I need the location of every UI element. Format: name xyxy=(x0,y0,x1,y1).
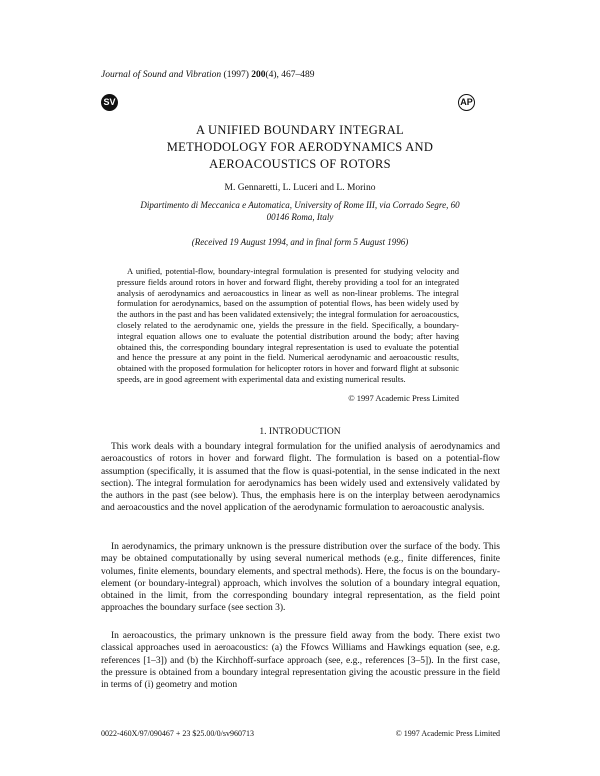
abstract: A unified, potential-flow, boundary-integral formulation is presented for studying velocity and pressure fields around rotors in hover and forward flight, thereby providing a tool for an integrated analysis of aerodynamics and aeroacoustics in linear as well as non-linear problems. The integral formulation for aerodynamics, based on the assumption of potential flows, has been widely used by the authors in the past and has been validated extensively; the integral formulation for aeroacoustics, closely related to the aerodynamic one, yields the pressure in the field. Specifically, a boundary-integral equation allows one to evaluate the potential distribution around the body; after having obtained this, the corresponding boundary integral representation is used to evaluate the potential and hence the pressure at any point in the field. Numerical aerodynamic and aeroacoustic results, obtained with the proposed formulation for helicopter rotors in hover and forward flight at subsonic speeds, are in good agreement with experimental data and existing numerical results. xyxy=(117,266,460,384)
affiliation xyxy=(120,199,480,223)
sv-logo-icon: SV xyxy=(101,94,118,111)
affiliation-line-2: 00146 Roma, Italy xyxy=(266,212,334,222)
footer-copyright: © 1997 Academic Press Limited xyxy=(395,729,500,738)
journal-issue-pages: (4), 467–489 xyxy=(265,70,315,80)
title-line-2: METHODOLOGY FOR AERODYNAMICS AND xyxy=(166,140,434,154)
journal-citation xyxy=(101,70,315,80)
section-heading: 1. INTRODUCTION xyxy=(259,427,341,437)
journal-name: Journal of Sound and Vibration xyxy=(101,70,222,80)
abstract-copyright: © 1997 Academic Press Limited xyxy=(348,393,459,403)
journal-volume: 200 xyxy=(251,70,266,80)
paragraph: In aerodynamics, the primary unknown is the pressure distribution over the surface of the body. This may be obtained computationally by using several numerical methods (e.g., finite differences, finite volumes, finite elements, boundary elements, and spectral methods). Here, the focus is on the boundary-element (or boundary-integral) approach, which involves the solution of a boundary integral equation, obtained in the limit, from the corresponding boundary integral representation, as the field point approaches the boundary surface (see section 3). xyxy=(101,542,500,614)
authors: M. Gennaretti, L. Luceri and L. Morino xyxy=(224,183,376,193)
journal-year: (1997) xyxy=(223,70,249,80)
received-dates: (Received 19 August 1994, and in final form 5 August 1996) xyxy=(191,237,409,247)
affiliation-line-1: Dipartimento di Meccanica e Automatica, University of Rome III, via Corrado Segre, 60 xyxy=(140,200,460,210)
ap-logo-icon: AP xyxy=(458,94,475,111)
title-line-3: AEROACOUSTICS OF ROTORS xyxy=(209,157,391,171)
paragraph: This work deals with a boundary integral formulation for the unified analysis of aerodynamics and aeroacoustics of rotors in hover and forward flight. The formulation is based on a potential-flow assumption (specifically, it is assumed that the flow is quasi-potential, in the sense indicated in the next section). The integral formulation for aerodynamics has been widely used and extensively validated by the authors in the past (see below). Thus, the emphasis here is on the interplay between aerodynamics and aeroacoustics and the novel application of the aerodynamic formulation to aeroacoustic analysis. xyxy=(101,442,500,514)
paragraph: In aeroacoustics, the primary unknown is the pressure field away from the body. There exist two classical approaches used in aeroacoustics: (a) the Ffowcs Williams and Hawkings equation (see, e.g. references [1–3]) and (b) the Kirchhoff-surface approach (see, e.g., references [3–5]). In the first case, the pressure is obtained from a boundary integral representation giving the acoustic pressure in the field in terms of (i) geometry and motion xyxy=(101,631,500,691)
title-line-1: A UNIFIED BOUNDARY INTEGRAL xyxy=(196,123,404,137)
paper-title xyxy=(100,122,500,173)
footer-code: 0022-460X/97/090467 + 23 $25.00/0/sv960713 xyxy=(101,729,254,738)
